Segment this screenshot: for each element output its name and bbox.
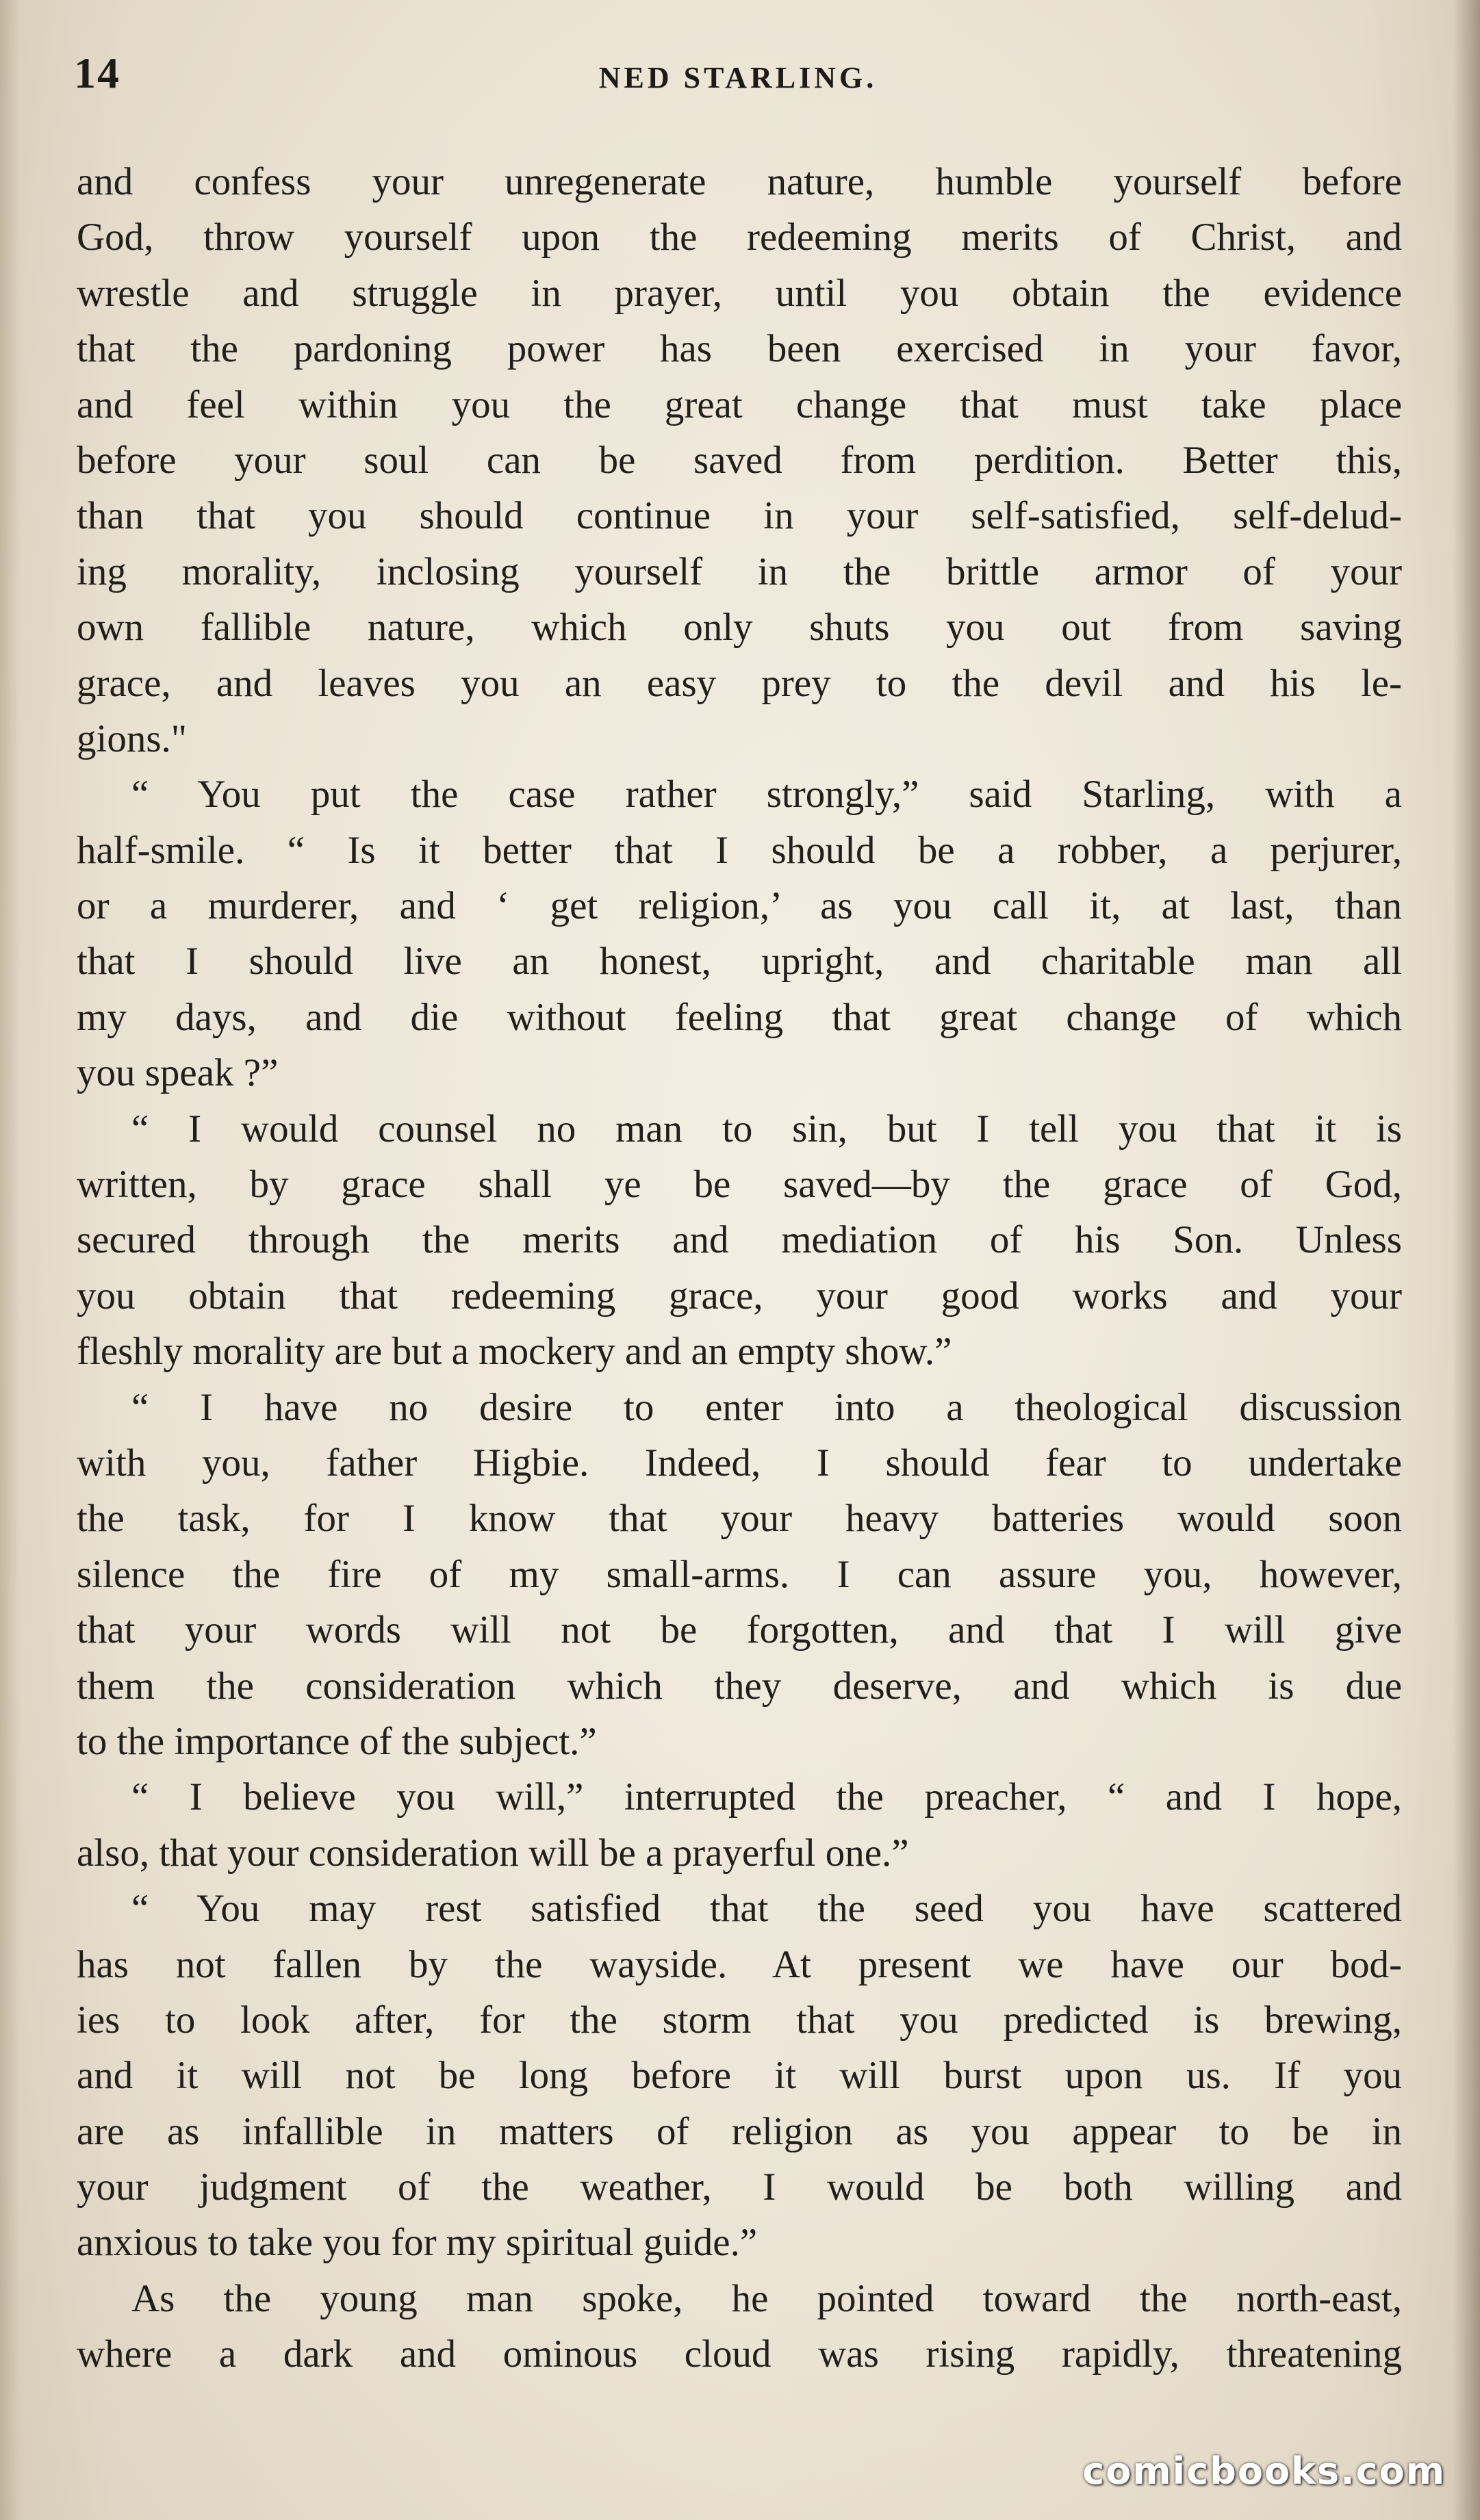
text-line: silence the fire of my small-arms. I can assure you, however,	[77, 1552, 1402, 1596]
text-line: As the young man spoke, he pointed toward the north-east,	[131, 2276, 1402, 2320]
text-line: that your words will not be forgotten, and that I will give	[77, 1608, 1402, 1652]
text-line: fleshly morality are but a mockery and an empty show.”	[77, 1330, 952, 1374]
page-body-text	[77, 154, 1402, 2382]
text-line: wrestle and struggle in prayer, until you obtain the evidence	[77, 271, 1402, 315]
text-line: “ You may rest satisfied that the seed you have scattered	[131, 1887, 1402, 1931]
text-line: the task, for I know that your heavy batteries would soon	[77, 1497, 1402, 1541]
text-line: or a murderer, and ‘ get religion,’ as you call it, at last, than	[77, 884, 1402, 928]
text-line: with you, father Higbie. Indeed, I should fear to undertake	[77, 1441, 1402, 1484]
text-line: grace, and leaves you an easy prey to the devil and his le-	[77, 661, 1402, 705]
text-line: my days, and die without feeling that great change of which	[77, 995, 1402, 1039]
text-line: God, throw yourself upon the redeeming merits of Christ, and	[77, 216, 1402, 259]
text-line: written, by grace shall ye be saved—by the grace of God,	[77, 1163, 1402, 1207]
page-left-edge-shading	[0, 0, 21, 2520]
page-number: 14	[74, 49, 120, 97]
text-line: anxious to take you for my spiritual guide.”	[77, 2221, 758, 2265]
text-line: before your soul can be saved from perdition. Better this,	[77, 438, 1402, 482]
text-line: them the consideration which they deserve, and which is due	[77, 1664, 1402, 1708]
site-watermark: comicbooks.com	[1082, 2450, 1446, 2493]
text-line: and it will not be long before it will burst upon us. If you	[77, 2054, 1402, 2098]
text-line: than that you should continue in your self-satisfied, self-delud-	[77, 494, 1402, 538]
text-line: you speak ?”	[77, 1051, 279, 1095]
text-line: “ I would counsel no man to sin, but I tell you that it is	[131, 1107, 1402, 1150]
text-line: that I should live an honest, upright, and charitable man all	[77, 940, 1402, 983]
text-line: “ I believe you will,” interrupted the preacher, “ and I hope,	[131, 1775, 1402, 1819]
page-header	[74, 48, 1402, 110]
text-line: half-smile. “ Is it better that I should be a robber, a perjurer,	[77, 828, 1402, 872]
text-line: and feel within you the great change that must take place	[77, 383, 1402, 426]
text-line: has not fallen by the wayside. At present we have our bod-	[77, 1942, 1402, 1986]
text-line: also, that your consideration will be a prayerful one.”	[77, 1831, 909, 1875]
text-line: and confess your unregenerate nature, humble yourself before	[77, 160, 1402, 203]
text-line: ing morality, inclosing yourself in the brittle armor of your	[77, 550, 1402, 593]
text-line: your judgment of the weather, I would be both willing and	[77, 2165, 1402, 2209]
text-line: are as infallible in matters of religion as you appear to be in	[77, 2109, 1402, 2153]
text-line: “ I have no desire to enter into a theological discussion	[131, 1385, 1402, 1429]
text-line: “ You put the case rather strongly,” said Starling, with a	[131, 773, 1402, 817]
text-line: where a dark and ominous cloud was rising rapidly, threatening	[77, 2332, 1402, 2376]
running-head-title: NED STARLING.	[598, 61, 878, 94]
text-line: ies to look after, for the storm that you predicted is brewing,	[77, 1998, 1402, 2042]
text-line: you obtain that redeeming grace, your good works and your	[77, 1274, 1402, 1317]
text-line: own fallible nature, which only shuts you out from saving	[77, 606, 1402, 650]
text-line: gions."	[77, 717, 188, 760]
page-spine-shadow	[1453, 0, 1480, 2520]
text-line: that the pardoning power has been exercised in your favor,	[77, 327, 1402, 371]
text-line: to the importance of the subject.”	[77, 1719, 597, 1763]
text-line: secured through the merits and mediation of his Son. Unless	[77, 1218, 1402, 1262]
